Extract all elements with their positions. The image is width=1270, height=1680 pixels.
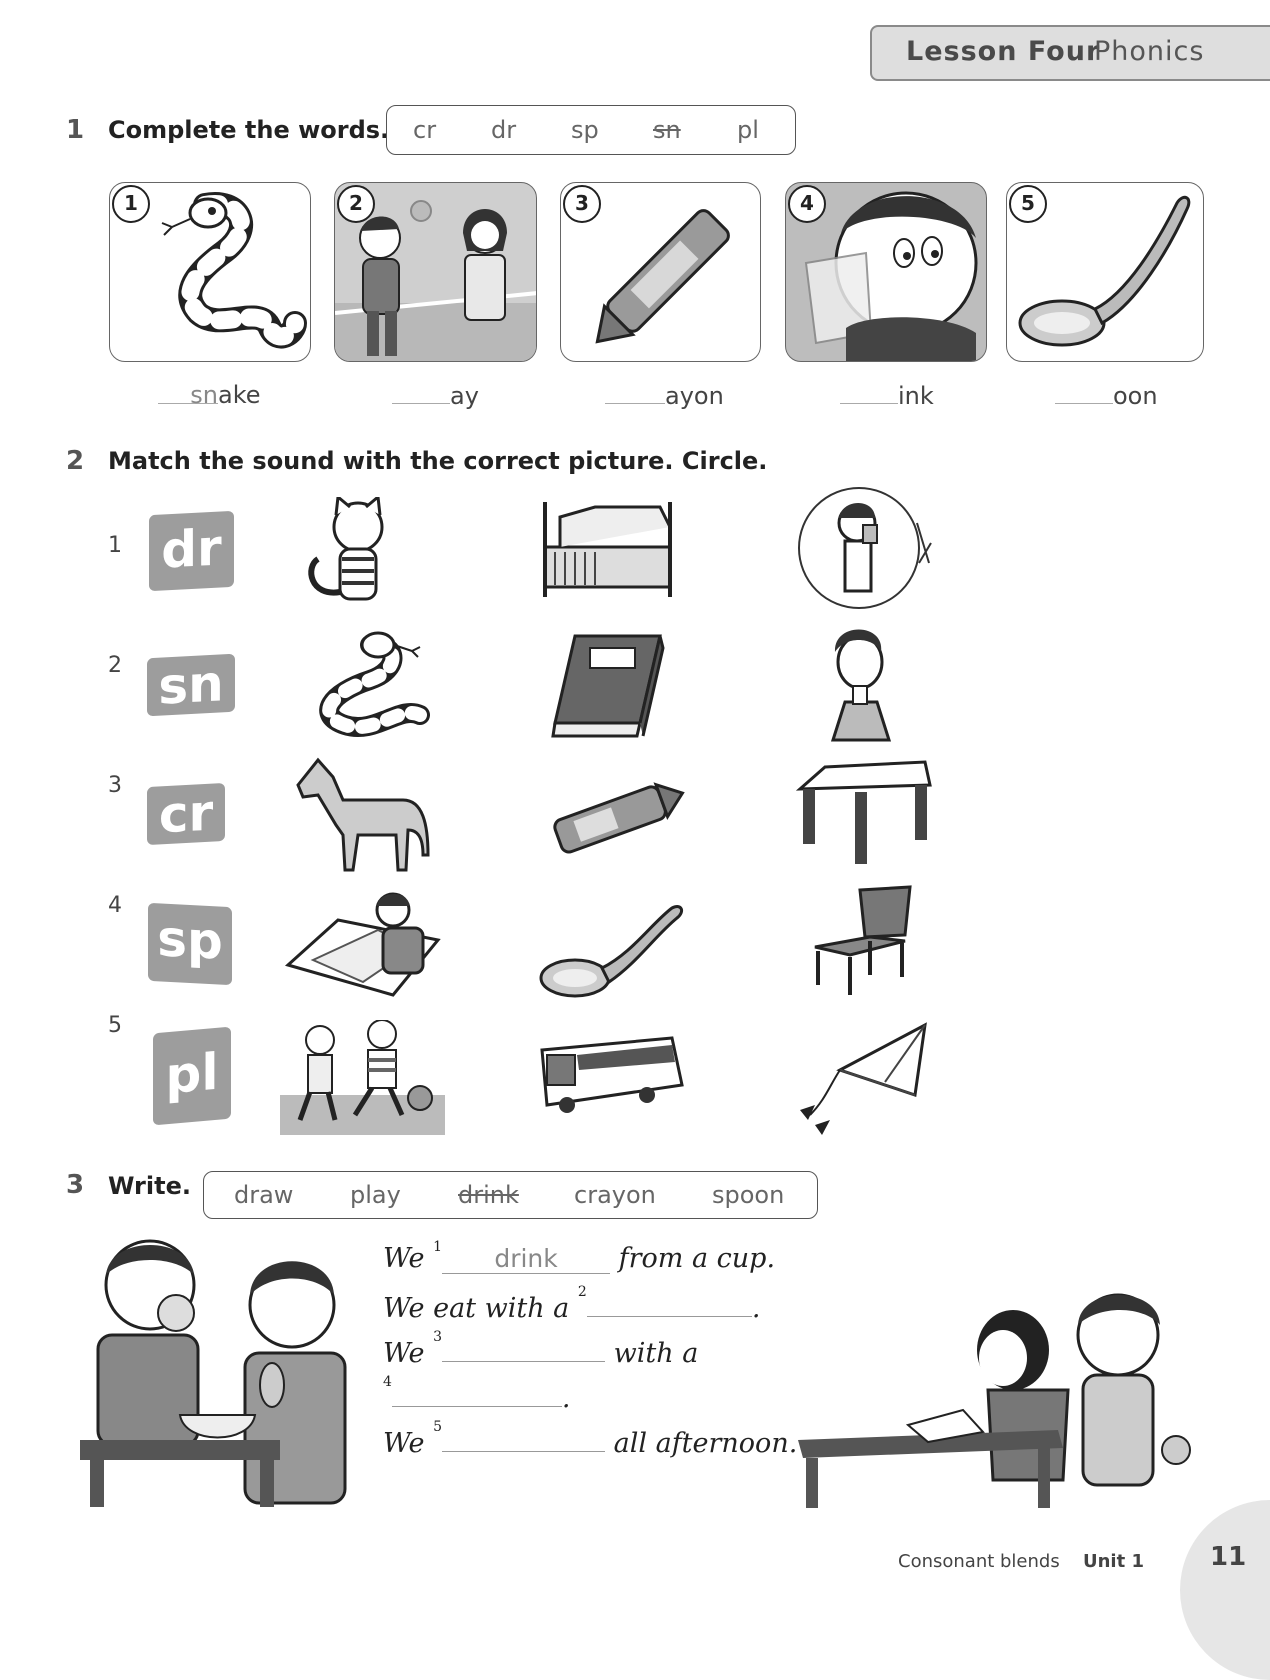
word-ending: ake <box>218 381 261 409</box>
bank-word: pl <box>737 116 759 144</box>
horse-icon[interactable] <box>288 755 438 875</box>
row-number: 2 <box>108 653 122 678</box>
sentence-3 <box>383 1329 699 1369</box>
blank-number: 4 <box>383 1374 392 1390</box>
boy-drawing-icon[interactable] <box>283 890 443 1005</box>
bank-word: play <box>350 1181 401 1209</box>
blank-number: 2 <box>577 1284 587 1300</box>
lesson-title: Lesson Four <box>906 36 1101 67</box>
sentence-text: with a <box>613 1338 699 1369</box>
word-ending: ayon <box>665 382 724 410</box>
row-number: 5 <box>108 1013 122 1038</box>
sentence-text: from a cup. <box>618 1243 776 1274</box>
table-icon[interactable] <box>795 757 935 867</box>
ex1-number: 1 <box>66 115 85 145</box>
answer-4 <box>840 381 934 410</box>
card-number: 5 <box>1009 185 1047 223</box>
answer-blank[interactable] <box>605 381 665 404</box>
card-number: 4 <box>788 185 826 223</box>
bank-word: cr <box>413 116 437 144</box>
answer-5 <box>1055 381 1158 410</box>
ex3-instruction: Write. <box>108 1172 191 1200</box>
footer-unit: Unit 1 <box>1083 1551 1144 1572</box>
sound-tile-sn: sn <box>147 654 235 717</box>
row-number: 4 <box>108 893 122 918</box>
sentence-text: . <box>751 1293 761 1324</box>
ex1-instruction: Complete the words. <box>108 116 390 144</box>
sentence-4 <box>383 1374 571 1414</box>
ex1-word-bank <box>386 105 796 155</box>
card-number: 2 <box>337 185 375 223</box>
page-number: 11 <box>1210 1542 1247 1572</box>
answer-blank[interactable] <box>587 1288 752 1317</box>
sound-tile-cr: cr <box>147 783 225 845</box>
sentence-text: We eat with a <box>383 1293 570 1324</box>
bank-word: dr <box>491 116 517 144</box>
spoon-icon[interactable] <box>537 898 687 1003</box>
sentence-5 <box>383 1419 798 1459</box>
word-ending: ay <box>450 382 479 410</box>
ex3-word-bank <box>203 1171 818 1219</box>
page-number-badge <box>1180 1500 1270 1680</box>
bank-word: sp <box>571 116 599 144</box>
crayon-icon[interactable] <box>545 778 690 858</box>
blank-number: 1 <box>433 1239 443 1255</box>
sentence-1 <box>383 1239 776 1274</box>
bus-icon[interactable] <box>537 1030 687 1115</box>
ex3-number: 3 <box>66 1170 85 1200</box>
answer-blank[interactable] <box>1055 381 1113 404</box>
sound-tile-sp: sp <box>148 903 232 985</box>
lesson-topic: Phonics <box>1094 36 1205 67</box>
answer-blank[interactable] <box>442 1333 605 1362</box>
bank-word: draw <box>234 1181 294 1209</box>
sentence-text: . <box>561 1383 571 1414</box>
bank-word-used: drink <box>458 1181 519 1209</box>
boys-at-table-illustration <box>80 1235 370 1507</box>
kite-icon[interactable] <box>790 1020 935 1140</box>
sound-tile-pl: pl <box>153 1027 231 1126</box>
card-number: 1 <box>112 185 150 223</box>
footer-topic: Consonant blends <box>898 1551 1060 1572</box>
answer-1 <box>158 381 261 409</box>
bank-word: spoon <box>712 1181 785 1209</box>
book-icon[interactable] <box>545 628 670 738</box>
snake-icon[interactable] <box>300 625 430 740</box>
sentence-text: We <box>383 1428 425 1459</box>
man-icon[interactable] <box>815 622 905 742</box>
answer-blank[interactable] <box>442 1423 605 1452</box>
bed-icon[interactable] <box>540 497 675 602</box>
row-number: 3 <box>108 773 122 798</box>
cat-icon[interactable] <box>300 497 410 607</box>
sentence-text: We <box>383 1243 425 1274</box>
row-number: 1 <box>108 533 122 558</box>
answer-2 <box>392 381 479 410</box>
chair-icon[interactable] <box>810 885 920 1000</box>
answer-3 <box>605 381 724 410</box>
bank-word: crayon <box>574 1181 656 1209</box>
sentence-text: We <box>383 1338 425 1369</box>
ex2-instruction: Match the sound with the correct picture. Circle. <box>108 447 768 475</box>
lesson-header <box>870 25 1270 81</box>
blank-number: 3 <box>433 1329 443 1345</box>
sentence-text: all afternoon. <box>613 1428 798 1459</box>
sentence-2 <box>383 1284 761 1324</box>
children-playing-icon[interactable] <box>280 1020 445 1135</box>
ex2-number: 2 <box>66 446 85 476</box>
card-number: 3 <box>563 185 601 223</box>
bank-word-used: sn <box>653 116 681 144</box>
answer-blank[interactable] <box>840 381 898 404</box>
answer-blank[interactable]: drink <box>442 1244 610 1274</box>
blank-number: 5 <box>433 1419 443 1435</box>
boy-drinking-icon[interactable] <box>797 483 937 613</box>
word-ending: ink <box>898 382 934 410</box>
answer-blank[interactable] <box>392 1378 562 1407</box>
word-ending: oon <box>1113 382 1158 410</box>
children-drawing-illustration <box>798 1280 1208 1508</box>
answer-blank[interactable]: sn <box>158 381 218 404</box>
sound-tile-dr: dr <box>149 511 234 591</box>
answer-blank[interactable] <box>392 381 450 404</box>
